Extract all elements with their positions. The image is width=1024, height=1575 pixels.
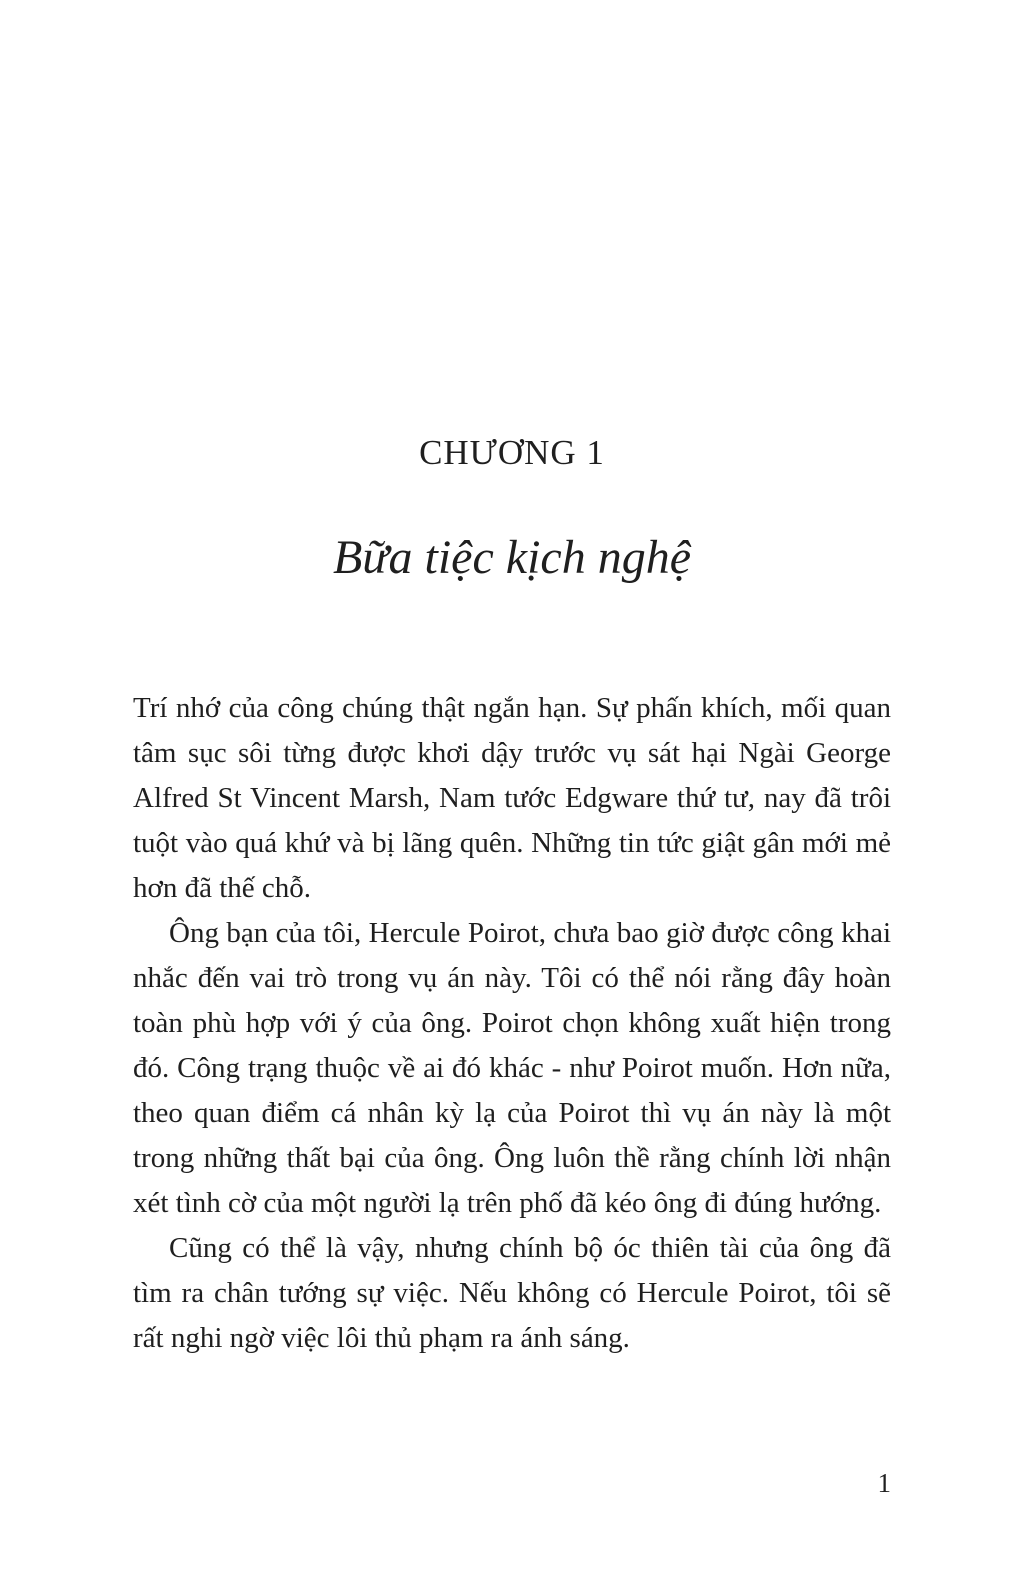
paragraph-3: Cũng có thể là vậy, nhưng chính bộ óc thiên tài của ông đã tìm ra chân tướng sự việc. Nếu không có Hercule Poirot, tôi sẽ rất nghi ngờ việc lôi thủ phạm ra ánh sáng. [133, 1232, 891, 1354]
page-number: 1 [877, 1468, 891, 1498]
paragraph-2: Ông bạn của tôi, Hercule Poirot, chưa bao giờ được công khai nhắc đến vai trò trong vụ án này. Tôi có thể nói rằng đây hoàn toàn phù hợp với ý của ông. Poirot chọn không xuất hiện trong đó. Công trạng thuộc về ai đó khác - như Poirot muốn. Hơn nữa, theo quan điểm cá nhân kỳ lạ của Poirot thì vụ án này là một trong những thất bại của ông. Ông luôn thề rằng chính lời nhận xét tình cờ của một người lạ trên phố đã kéo ông đi đúng hướng. [133, 917, 891, 1219]
chapter-title: Bữa tiệc kịch nghệ [332, 531, 692, 584]
body-text [133, 686, 891, 1361]
chapter-label: CHƯƠNG 1 [419, 433, 605, 472]
paragraph-1: Trí nhớ của công chúng thật ngắn hạn. Sự phấn khích, mối quan tâm sục sôi từng được khơi dậy trước vụ sát hại Ngài George Alfred St Vincent Marsh, Nam tước Edgware thứ tư, nay đã trôi tuột vào quá khứ và bị lãng quên. Những tin tức giật gân mới mẻ hơn đã thế chỗ. [133, 692, 891, 904]
